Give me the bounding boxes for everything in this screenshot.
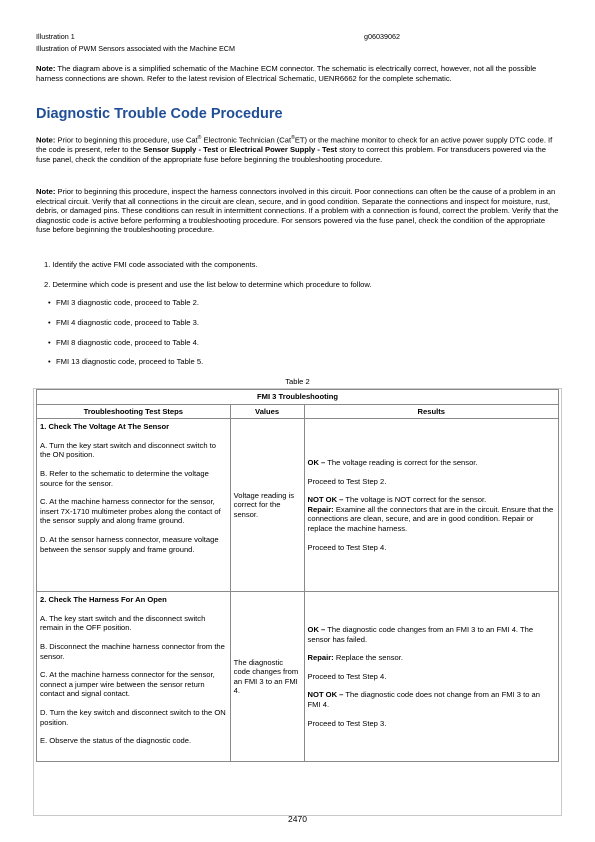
page-number: 2470 [288,814,307,824]
illustration-id: g06039062 [364,32,400,41]
fmi-item: • FMI 4 diagnostic code, proceed to Table 3. [56,318,199,328]
value-cell: The diagnostic code changes from an FMI 3 to an FMI 4. [230,592,304,762]
table-row [37,592,559,762]
results-cell: OK – The diagnostic code changes from an FMI 3 to an FMI 4. The sensor has failed. Repair: Replace the sensor. Proceed to Test Step 4. NOT OK – The diagnostic code does not change from an FMI 3 to an FMI 4. Proceed to Test Step 3. [304,592,558,762]
step-2: 2. Determine which code is present and use the list below to determine which procedure to follow. [44,280,372,289]
test-step-title: 1. Check The Voltage At The Sensor [40,422,170,432]
step-1: 1. Identify the active FMI code associated with the components. [44,260,258,269]
table-row [37,419,559,592]
note-power-supply: Note: Prior to beginning this procedure, use Cat® Electronic Technician (Cat®ET) or the machine monitor to check for an active power supply DTC code. If the code is present, refer to the Sensor Supply - Test or Electrical Power Supply - Test story to correct this problem. For transducers powered via the fuse panel, check the condition of the appropriate fuse before beginning the troubleshooting procedure. [36,135,553,164]
test-step-cell: 1. Check The Voltage At The Sensor A. Turn the key start switch and disconnect switch to the ON position. B. Refer to the schematic to determine the voltage source for the sensor. C. At the machine harness connector for the sensor, insert 7X-1710 multimeter probes along the contact of the sensor supply and along frame ground. D. At the sensor harness connector, measure voltage between the sensor supply and frame ground. [37,419,231,592]
fmi-item: • FMI 3 diagnostic code, proceed to Table 2. [56,298,199,308]
note-label: Note: [36,64,56,73]
table-caption: Table 2 [285,377,310,386]
fmi-item: • FMI 13 diagnostic code, proceed to Table 5. [56,357,203,367]
table-header-row [37,404,559,419]
results-cell: OK – The voltage reading is correct for the sensor. Proceed to Test Step 2. NOT OK – The voltage is NOT correct for the sensor. Repair: Examine all the connectors that are in the circuit. Ensure that the connections are clean, secure, and are in good condition. Repair or replace the machine harness. Proceed to Test Step 4. [304,419,558,592]
illustration-caption: Illustration of PWM Sensors associated with the Machine ECM [36,44,235,53]
note-harness-connectors: Note: Prior to beginning this procedure, inspect the harness connectors involved in this circuit. Poor connections can often be the cause of a problem in an electrical circuit. Verify that all connections in the circuit are clean, secure, and in good condition. Separate the connections and inspect for moisture, rust, debris, or damaged pins. These conditions can result in intermittent connections. If a problem with a connection is found, correct the problem. Verify that the diagnostic code is active before performing a troubleshooting procedure. For sensors powered via the fuse panel, check the condition of the appropriate fuse before beginning the troubleshooting procedure. [36,187,559,235]
sensor-supply-test-link[interactable]: Sensor Supply - Test [143,145,219,155]
note-schematic: Note: The diagram above is a simplified schematic of the Machine ECM connector. The schematic is electrically correct, however, not all the possible harness connections are shown. Refer to the latest revision of Electrical Schematic, UENR6662 for the complete schematic. [36,64,537,83]
section-title: Diagnostic Trouble Code Procedure [36,106,283,122]
test-step-title: 2. Check The Harness For An Open [40,595,167,605]
illustration-label: Illustration 1 [36,32,75,41]
header-results: Results [304,404,558,419]
header-steps: Troubleshooting Test Steps [37,404,231,419]
header-values: Values [230,404,304,419]
value-cell: Voltage reading is correct for the sensor. [230,419,304,592]
fmi-item: • FMI 8 diagnostic code, proceed to Table 4. [56,338,199,348]
troubleshooting-table [36,389,559,762]
test-step-cell: 2. Check The Harness For An Open A. The key start switch and the disconnect switch remain in the OFF position. B. Disconnect the machine harness connector from the sensor. C. At the machine harness connector for the sensor, connect a jumper wire between the sensor return contact and signal contact. D. Turn the key switch and disconnect switch to the ON position. E. Observe the status of the diagnostic code. [37,592,231,762]
electrical-power-supply-test-link[interactable]: Electrical Power Supply - Test [229,145,338,155]
table-title: FMI 3 Troubleshooting [37,390,559,405]
table-title-row [37,390,559,405]
